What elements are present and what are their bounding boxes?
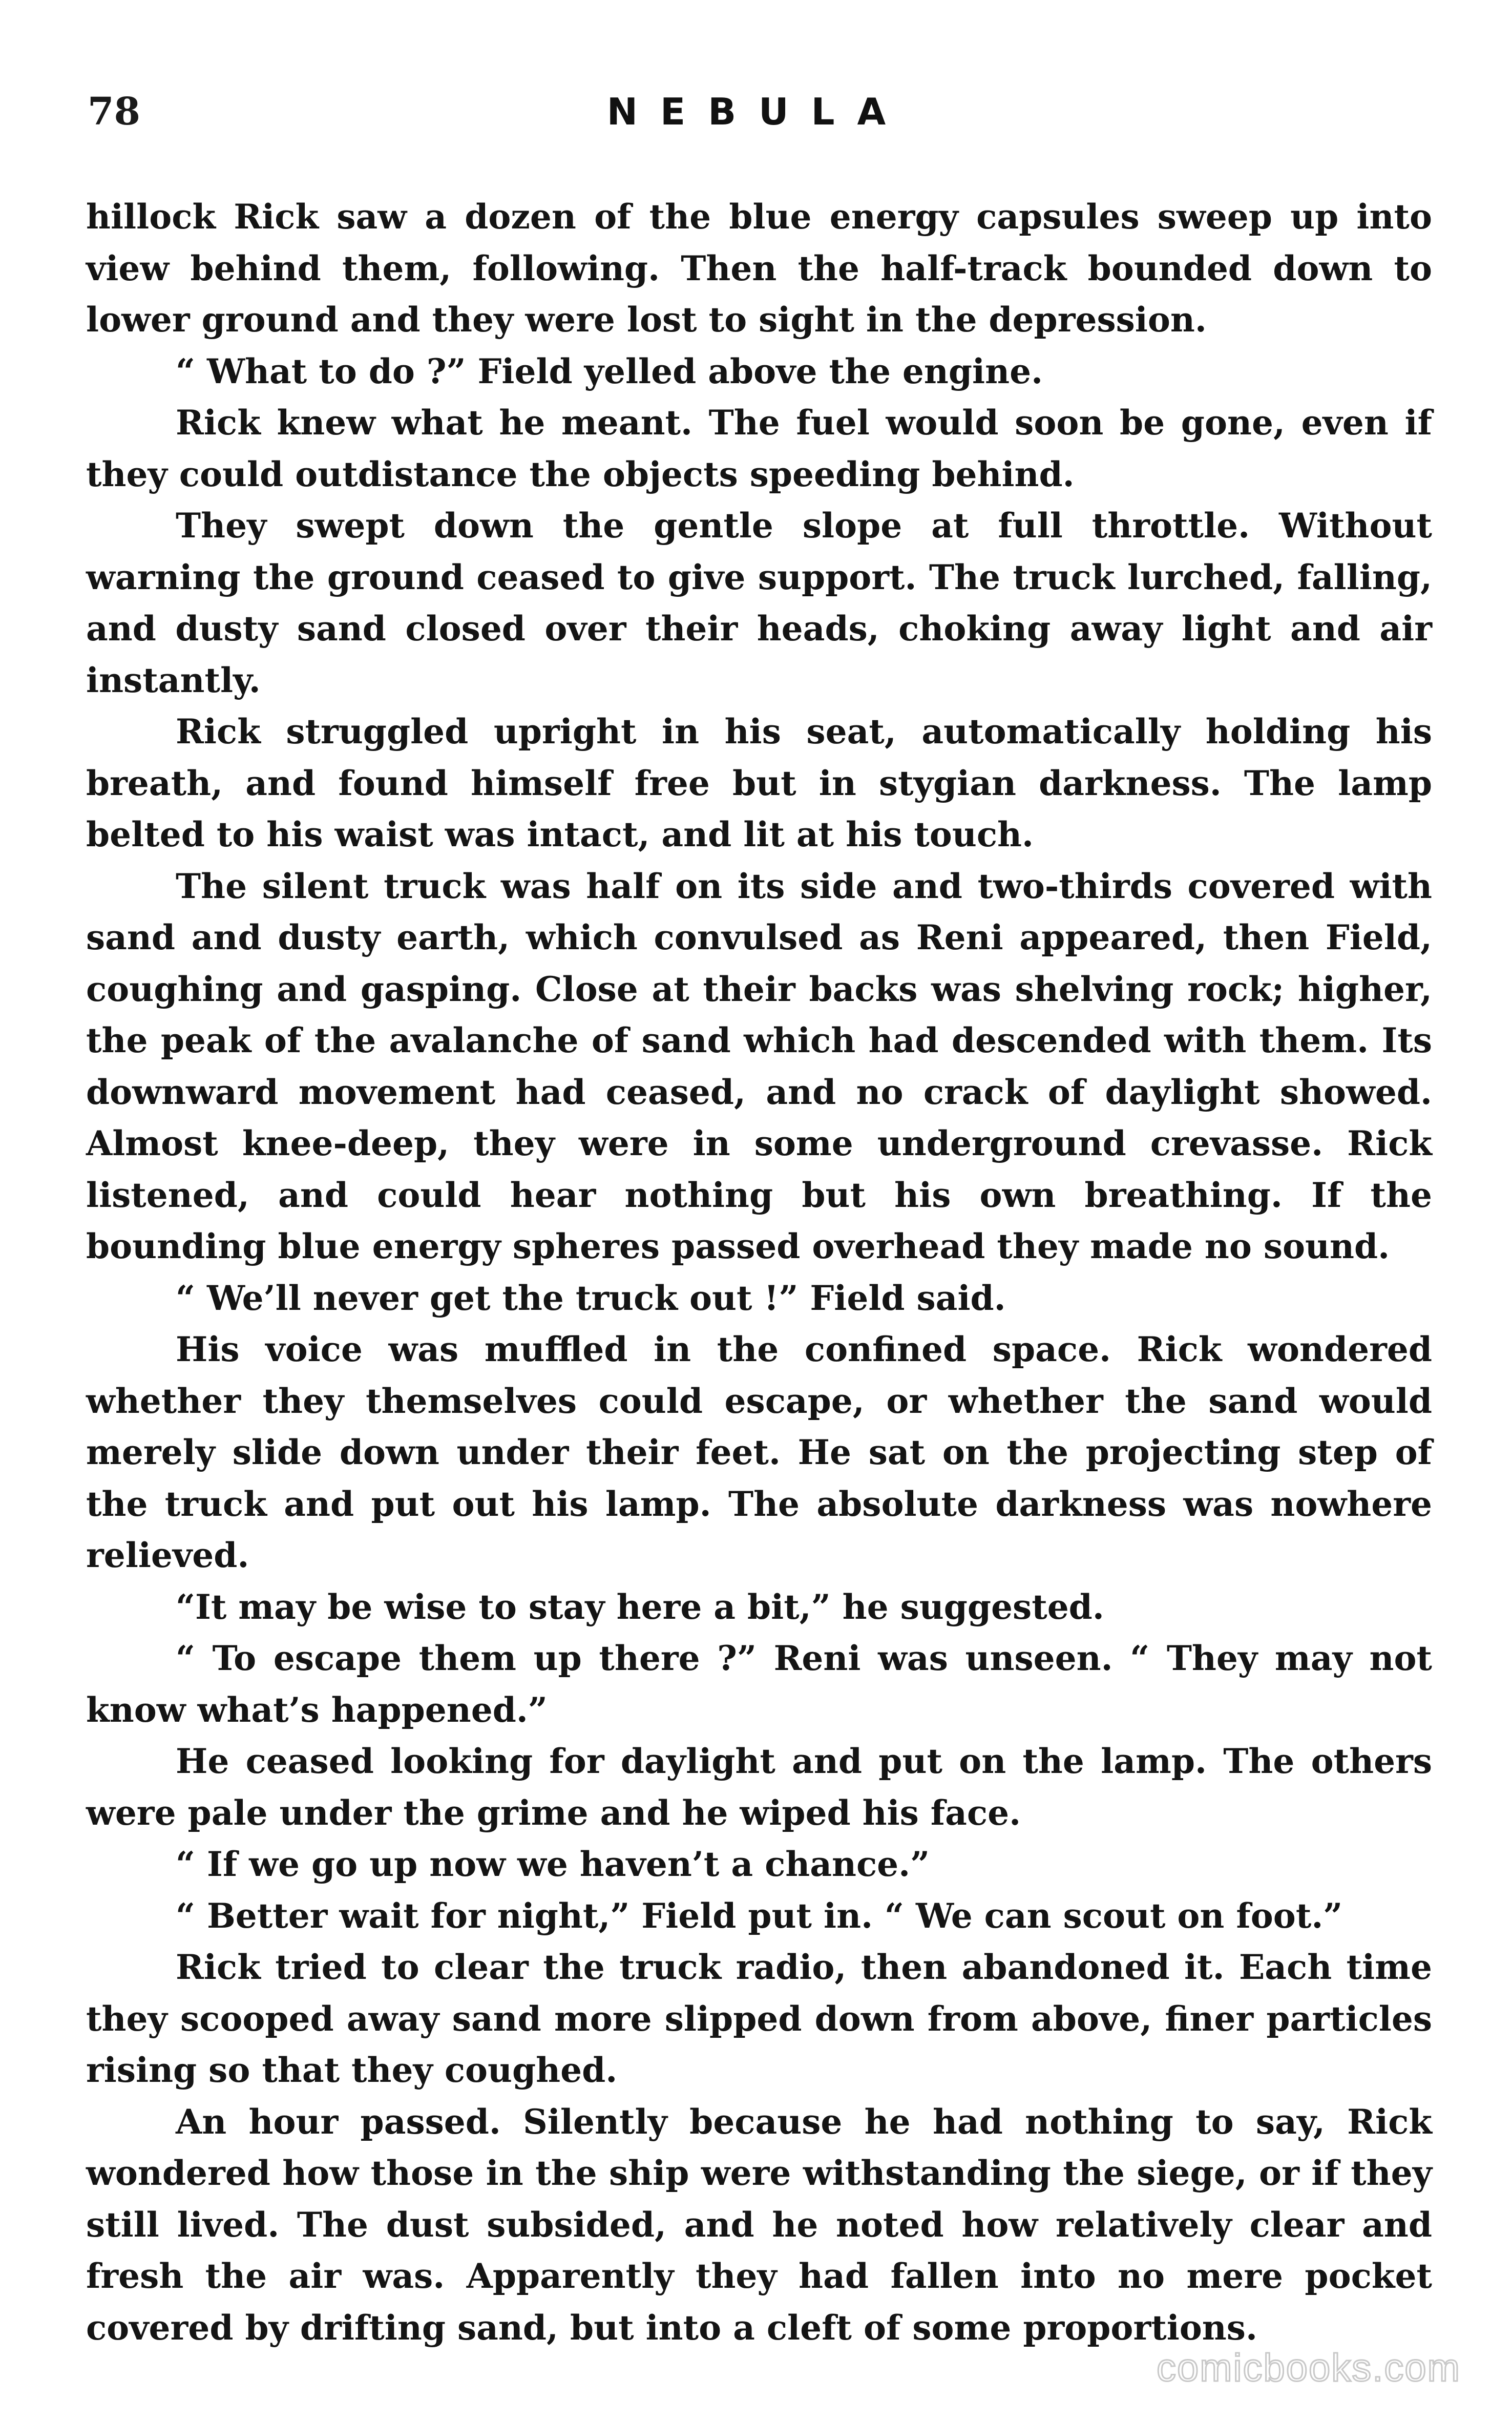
paragraph: They swept down the gentle slope at full throttle. Without warning the ground ceased to give support. The truck lurched, falling, and dusty sand closed over their heads, choking away light and air instantly. [86,506,1432,700]
paragraph: An hour passed. Silently because he had nothing to say, Rick wondered how those in the ship were withstanding the siege, or if they still lived. The dust subsided, and he noted how relatively clear and fresh the air was. Apparently they had fallen into no mere pocket covered by drifting sand, but into a cleft of some proportions. [86,2101,1432,2348]
paragraph: “ What to do ?” Field yelled above the engine. [176,351,1043,391]
paragraph: His voice was muffled in the confined space. Rick wondered whether they themselves could escape, or whether the sand would merely slide down under their feet. He sat on the projecting step of the truck and put out his lamp. The absolute darkness was nowhere relieved. [86,1329,1432,1575]
paragraph: “It may be wise to stay here a bit,” he suggested. [176,1586,1104,1627]
page-header [88,86,1427,142]
paragraph: Rick tried to clear the truck radio, then abandoned it. Each time they scooped away sand more slipped down from above, finer particles rising so that they coughed. [86,1947,1432,2090]
paragraph-continuation: hillock Rick saw a dozen of the blue energy capsules sweep up into view behind them, following. Then the half-track bounded down to lower ground and they were lost to sight in the depression. [86,197,1432,340]
paragraph: “ Better wait for night,” Field put in. “ We can scout on foot.” [176,1895,1343,1936]
paragraph: Rick knew what he meant. The fuel would soon be gone, even if they could outdistance the objects speeding behind. [86,403,1432,494]
page-number: 78 [88,90,140,134]
paragraph: “ To escape them up there ?” Reni was unseen. “ They may not know what’s happened.” [86,1638,1432,1730]
running-title: NEBULA [606,90,909,133]
paragraph: Rick struggled upright in his seat, automatically holding his breath, and found himself free but in stygian darkness. The lamp belted to his waist was intact, and lit at his touch. [86,712,1432,854]
paragraph: He ceased looking for daylight and put on the lamp. The others were pale under the grime and he wiped his face. [86,1741,1432,1833]
paragraph: The silent truck was half on its side and two-thirds covered with sand and dusty earth, which convulsed as Reni appeared, then Field, coughing and gasping. Close at their backs was shelving rock; higher, the peak of the avalanche of sand which had descended with them. Its downward movement had ceased, and no crack of daylight showed. Almost knee-deep, they were in some underground crevasse. Rick listened, and could hear nothing but his own breathing. If the bounding blue energy spheres passed overhead they made no sound. [86,866,1432,1266]
body-text [86,191,1432,2353]
watermark: comicbooks.com [1157,2346,1461,2390]
paragraph: “ If we go up now we haven’t a chance.” [176,1844,930,1884]
paragraph: “ We’ll never get the truck out !” Field said. [176,1278,1006,1318]
